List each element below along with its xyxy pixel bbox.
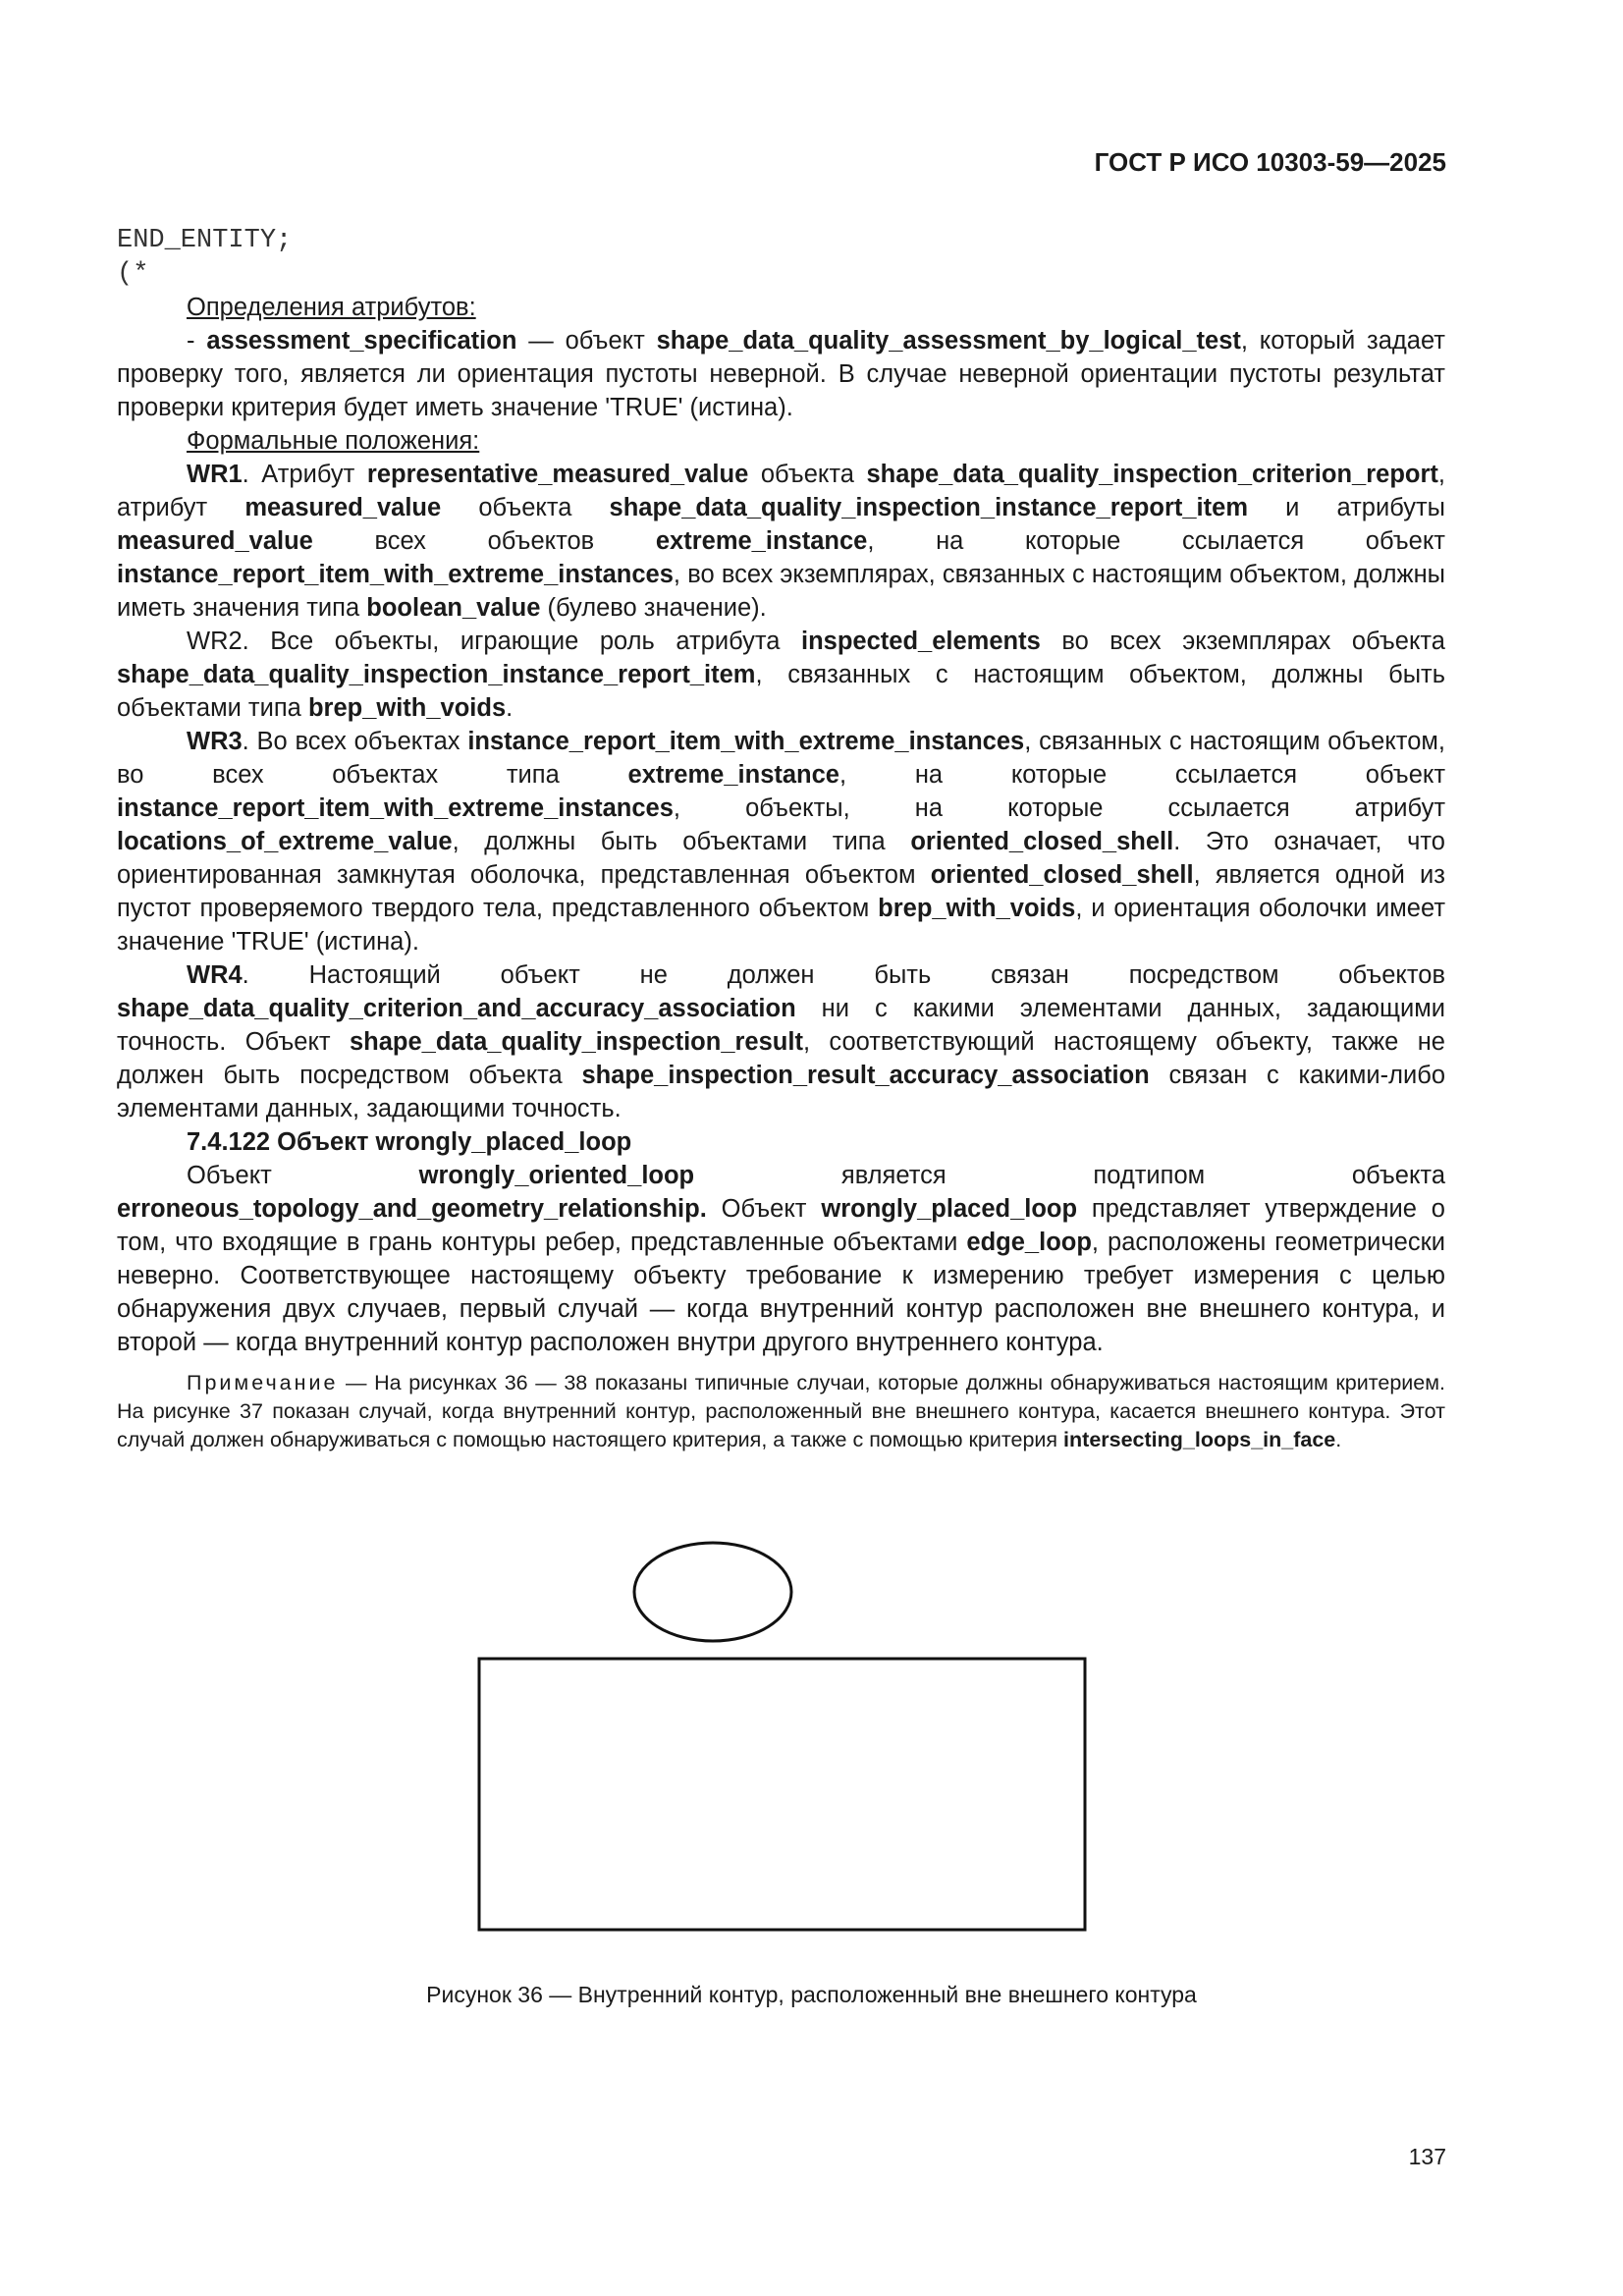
attr-prefix: - bbox=[187, 327, 207, 355]
wr4-t2: ни с какими элементами данных, задающими точность. Объект bbox=[117, 995, 1445, 1056]
rules-title-line bbox=[117, 424, 1445, 458]
wr1-b5: measured_value bbox=[117, 527, 313, 555]
figure-36-drawing bbox=[0, 1512, 1623, 1935]
wr4-b3: shape_inspection_result_accuracy_association bbox=[581, 1062, 1150, 1089]
wr2-b3: brep_with_voids bbox=[307, 694, 507, 722]
wr4-t1: . Настоящий объект не должен быть связан посредством объектов bbox=[242, 961, 1445, 989]
wr3-b2: extreme_instance bbox=[627, 761, 839, 789]
wr1-b1: representative_measured_value bbox=[366, 461, 749, 488]
attributes-title: Определения атрибутов: bbox=[187, 294, 476, 321]
attr-ref: shape_data_quality_assessment_by_logical_test bbox=[656, 327, 1241, 355]
wr1-t3: , атрибут bbox=[117, 461, 1445, 521]
attribute-definition-paragraph bbox=[117, 324, 1445, 424]
wr1-b6: extreme_instance bbox=[655, 527, 868, 555]
wr1-b2: shape_data_quality_inspection_criterion_report bbox=[866, 461, 1438, 488]
sec-b3: wrongly_placed_loop bbox=[821, 1195, 1078, 1223]
wr1-t4: объекта bbox=[441, 494, 610, 521]
wr4-b1: shape_data_quality_criterion_and_accuracy_association bbox=[117, 995, 796, 1022]
page-content bbox=[117, 224, 1445, 1454]
code-end-entity: END_ENTITY; bbox=[117, 226, 293, 255]
wr3-t4: , объекты, на которые ссылается атрибут bbox=[673, 794, 1445, 822]
wr3-t2: , связанных с настоящим объектом, во всех объектах типа bbox=[117, 728, 1445, 789]
wr4-t3: , соответствующий настоящему объекту, также не должен быть посредством объекта bbox=[117, 1028, 1445, 1089]
section-paragraph bbox=[117, 1159, 1445, 1359]
sec-t3: Объект bbox=[706, 1195, 822, 1223]
attr-text-2: , который задает проверку того, является ли ориентация пустоты неверной. В случае неверной ориентации пустоты результат проверки критерия будет иметь значение 'TRUE' (истина). bbox=[117, 327, 1445, 421]
wr2-t2: во всех экземплярах объекта bbox=[1040, 628, 1445, 655]
wr3-label: WR3 bbox=[187, 728, 243, 755]
sec-b4: edge_loop bbox=[966, 1229, 1092, 1256]
wr1-t1: . Атрибут bbox=[242, 461, 367, 488]
wr3-t7: , является одной из пустот проверяемого твердого тела, представленного объектом bbox=[117, 861, 1445, 922]
wr1-t6: всех объектов bbox=[312, 527, 656, 555]
sec-b1: wrongly_oriented_loop bbox=[418, 1162, 695, 1189]
sec-t2: является подтипом объекта bbox=[694, 1162, 1445, 1189]
sec-t4: представляет утверждение о том, что входящие в грань контуры ребер, представленные объектами bbox=[117, 1195, 1445, 1256]
note-label: Примечание bbox=[187, 1371, 339, 1394]
wr1-b3: measured_value bbox=[244, 494, 442, 521]
attr-text-1: — объект bbox=[516, 327, 657, 355]
wr1-b7: instance_report_item_with_extreme_instances bbox=[117, 561, 674, 588]
wr2-b1: inspected_elements bbox=[801, 628, 1041, 655]
wr3-b4: locations_of_extreme_value bbox=[117, 828, 453, 855]
note-paragraph bbox=[117, 1369, 1445, 1454]
section-heading: 7.4.122 Объект wrongly_placed_loop bbox=[187, 1128, 632, 1156]
wr1-t9: (булево значение). bbox=[540, 594, 767, 622]
wr2-t1: . Все объекты, играющие роль атрибута bbox=[242, 628, 801, 655]
wr4-b2: shape_data_quality_inspection_result bbox=[349, 1028, 803, 1056]
note-t2: . bbox=[1335, 1428, 1342, 1451]
wr1-b4: shape_data_quality_inspection_instance_report_item bbox=[609, 494, 1248, 521]
wr3-b7: brep_with_voids bbox=[878, 895, 1076, 922]
wr3-b1: instance_report_item_with_extreme_instances bbox=[467, 728, 1025, 755]
wr1-b8: boolean_value bbox=[366, 594, 541, 622]
outer-loop-rectangle bbox=[479, 1659, 1085, 1930]
wr3-t3: , на которые ссылается объект bbox=[839, 761, 1445, 789]
wr2-b2: shape_data_quality_inspection_instance_report_item bbox=[117, 661, 756, 688]
rule-wr2 bbox=[117, 625, 1445, 725]
wr3-b6: oriented_closed_shell bbox=[930, 861, 1194, 889]
note-b1: intersecting_loops_in_face bbox=[1063, 1428, 1336, 1451]
wr1-label: WR1 bbox=[187, 461, 243, 488]
sec-b2: erroneous_topology_and_geometry_relationship. bbox=[117, 1195, 707, 1223]
rule-wr1 bbox=[117, 458, 1445, 625]
standard-designation: ГОСТ Р ИСО 10303-59—2025 bbox=[1094, 147, 1446, 177]
rules-title: Формальные положения: bbox=[187, 427, 480, 455]
wr3-t6: . Это означает, что ориентированная замкнутая оболочка, представленная объектом bbox=[117, 828, 1445, 889]
wr2-t3: , связанных с настоящим объектом, должны быть объектами типа bbox=[117, 661, 1445, 722]
note-t1: — На рисунках 36 — 38 показаны типичные случаи, которые должны обнаруживаться настоящим критерием. На рисунке 37 показан случай, когда внутренний контур, расположенный вне внешнего контура, касается внешнего контура. Этот случай должен обнаруживаться с помощью настоящего критерия, а также с помощью критерия bbox=[117, 1371, 1445, 1451]
wr3-b3: instance_report_item_with_extreme_instances bbox=[117, 794, 674, 822]
inner-loop-ellipse bbox=[634, 1543, 791, 1641]
attributes-title-line bbox=[117, 291, 1445, 324]
wr4-t4: связан с какими-либо элементами данных, задающими точность. bbox=[117, 1062, 1445, 1122]
wr3-t5: , должны быть объектами типа bbox=[452, 828, 911, 855]
wr2-t4: . bbox=[506, 694, 514, 722]
rule-wr3 bbox=[117, 725, 1445, 958]
wr2-label: WR2 bbox=[187, 628, 243, 655]
wr3-b5: oriented_closed_shell bbox=[910, 828, 1174, 855]
wr1-t7: , на которые ссылается объект bbox=[867, 527, 1445, 555]
wr1-t8: , во всех экземплярах, связанных с настоящим объектом, должны иметь значения типа bbox=[117, 561, 1445, 622]
wr3-t8: , и ориентация оболочки имеет значение 'TRUE' (истина). bbox=[117, 895, 1445, 956]
wr4-label: WR4 bbox=[187, 961, 243, 989]
page-number: 137 bbox=[1408, 2144, 1446, 2169]
wr1-t2: объекта bbox=[748, 461, 867, 488]
figure-caption: Рисунок 36 — Внутренний контур, расположенный вне внешнего контура bbox=[426, 1982, 1197, 2007]
rule-wr4 bbox=[117, 958, 1445, 1125]
sec-t5: , расположены геометрически неверно. Соответствующее настоящему объекту требование к измерению требует измерения с целью обнаружения двух случаев, первый случай — когда внутренний контур расположен вне внешнего контура, и второй — когда внутренний контур расположен внутри другого внутреннего контура. bbox=[117, 1229, 1445, 1356]
wr3-t1: . Во всех объектах bbox=[242, 728, 468, 755]
wr1-t5: и атрибуты bbox=[1248, 494, 1445, 521]
attr-name: assessment_specification bbox=[206, 327, 517, 355]
code-comment-open: (* bbox=[117, 259, 149, 289]
sec-t1: Объект bbox=[187, 1162, 419, 1189]
